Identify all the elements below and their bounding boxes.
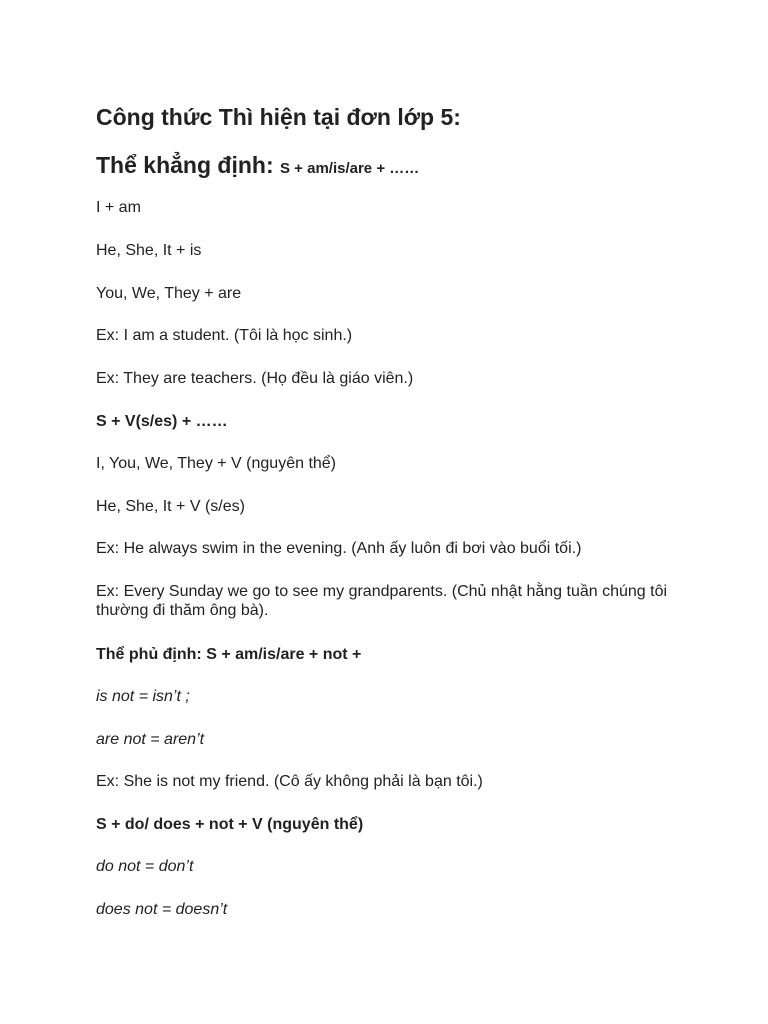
- rule-line: I + am: [96, 199, 141, 216]
- contraction-line: does not = doesn’t: [96, 901, 228, 918]
- example-line: Ex: They are teachers. (Họ đều là giáo viên.): [96, 370, 414, 387]
- affirmative-heading-line: [96, 151, 419, 183]
- contraction-line: are not = aren’t: [96, 731, 205, 748]
- example-line: Ex: I am a student. (Tôi là học sinh.): [96, 327, 353, 344]
- rule-line: He, She, It + is: [96, 242, 202, 259]
- negative-heading: Thể phủ định: S + am/is/are + not +: [96, 646, 362, 663]
- example-line: Ex: Every Sunday we go to see my grandparents. (Chủ nhật hằng tuần chúng tôi thường đi thăm ông bà).: [96, 583, 668, 619]
- rule-line: You, We, They + are: [96, 285, 242, 302]
- page-title: Công thức Thì hiện tại đơn lớp 5:: [96, 104, 461, 130]
- contraction-line: do not = don’t: [96, 858, 194, 875]
- affirmative-heading: Thể khẳng định:: [96, 152, 274, 178]
- verb-formula: S + V(s/es) + ……: [96, 413, 228, 430]
- rule-line: I, You, We, They + V (nguyên thể): [96, 455, 337, 472]
- example-line: Ex: She is not my friend. (Cô ấy không phải là bạn tôi.): [96, 773, 483, 790]
- rule-line: He, She, It + V (s/es): [96, 498, 245, 515]
- affirmative-formula: S + am/is/are + ……: [280, 160, 420, 177]
- contraction-line: is not = isn’t ;: [96, 688, 190, 705]
- negative-verb-formula: S + do/ does + not + V (nguyên thể): [96, 816, 364, 833]
- example-line: Ex: He always swim in the evening. (Anh ấy luôn đi bơi vào buổi tối.): [96, 540, 582, 557]
